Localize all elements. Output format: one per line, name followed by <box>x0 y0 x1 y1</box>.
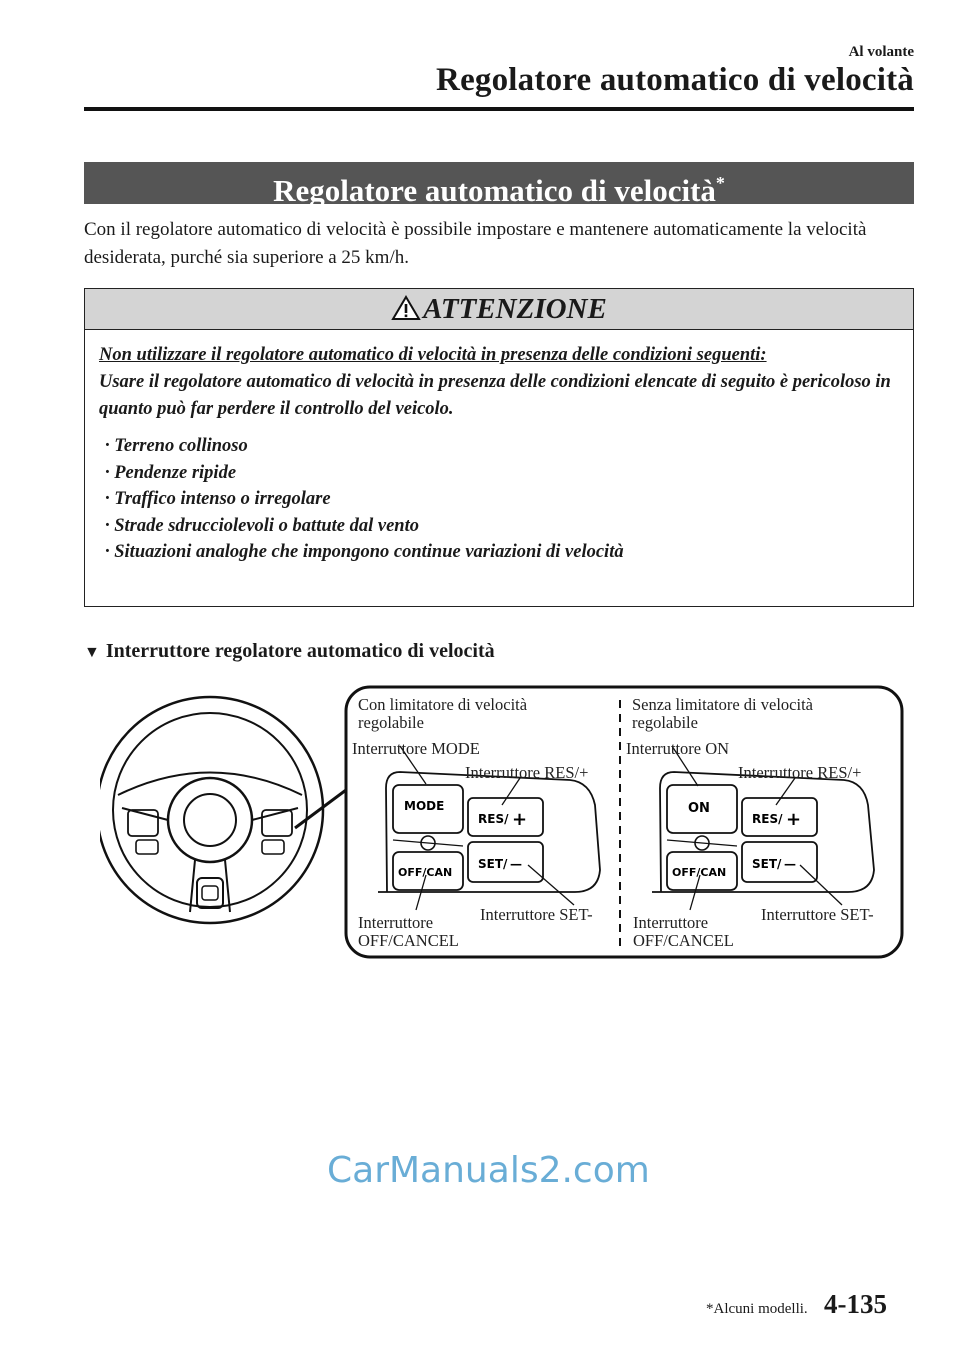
steering-wheel-icon <box>100 697 323 923</box>
mode-switch-label: Interruttore MODE <box>352 739 480 758</box>
chapter-label: Al volante <box>848 44 914 60</box>
right-set-label: Interruttore SET- <box>761 905 874 924</box>
btn-mode-text: MODE <box>404 799 445 813</box>
section-title: Regolatore automatico di velocità <box>273 173 716 208</box>
btn-set-text: SET/ <box>752 857 782 871</box>
warning-header <box>85 289 913 330</box>
on-switch-label: Interruttore ON <box>626 739 730 758</box>
running-header-title: Regolatore automatico di velocità <box>436 62 914 98</box>
switch-figure <box>100 680 908 965</box>
warning-list-item: · Pendenze ripide <box>105 460 899 487</box>
left-caption <box>358 696 527 732</box>
right-off-line1: Interruttore <box>633 913 709 932</box>
subsection-title: Interruttore regolatore automatico di velocità <box>105 640 495 662</box>
page-number: 4-135 <box>824 1289 887 1319</box>
warning-list-item: · Situazioni analoghe che impongono continue variazioni di velocità <box>105 539 899 566</box>
minus-icon: — <box>510 857 522 871</box>
left-res-label: Interruttore RES/+ <box>465 763 589 782</box>
warning-title: ATTENZIONE <box>423 293 607 325</box>
left-caption-line2: regolabile <box>358 713 424 732</box>
warning-list <box>99 433 899 566</box>
subsection-heading <box>84 640 495 663</box>
btn-set-text: SET/ <box>478 857 508 871</box>
btn-offcan-text: OFF/CAN <box>398 866 453 879</box>
right-caption-line1: Senza limitatore di velocità <box>632 695 813 714</box>
footnote: *Alcuni modelli. <box>706 1301 808 1317</box>
warning-heading: Non utilizzare il regolatore automatico di velocità in presenza delle condizioni seguenti: <box>99 345 767 365</box>
warning-text: Usare il regolatore automatico di velocità in presenza delle condizioni elencate di seguito è pericoloso in quanto può far perdere il controllo del veicolo. <box>99 372 891 419</box>
btn-offcan-text: OFF/CAN <box>672 866 727 879</box>
warning-list-item: · Strade sdrucciolevoli o battute dal vento <box>105 513 899 540</box>
header-rule <box>84 107 914 111</box>
btn-res-text: RES/ <box>478 812 509 826</box>
left-offcancel-label <box>358 914 459 950</box>
intro-paragraph: Con il regolatore automatico di velocità è possibile impostare e mantenere automaticamente la velocità desiderata, purché sia superiore a 25 km/h. <box>84 219 867 268</box>
warning-list-item: · Terreno collinoso <box>105 433 899 460</box>
warning-box <box>84 288 914 607</box>
section-asterisk: * <box>715 173 725 193</box>
left-off-line1: Interruttore <box>358 913 434 932</box>
warning-list-item: · Traffico intenso o irregolare <box>105 486 899 513</box>
right-res-label: Interruttore RES/+ <box>738 763 862 782</box>
btn-res-text: RES/ <box>752 812 783 826</box>
warning-body <box>85 330 913 566</box>
left-caption-line1: Con limitatore di velocità <box>358 695 528 714</box>
right-caption-line2: regolabile <box>632 713 698 732</box>
right-caption <box>632 696 813 732</box>
plus-icon: + <box>512 809 528 830</box>
left-off-line2: OFF/CANCEL <box>358 931 459 950</box>
watermark-link[interactable]: CarManuals2.com <box>327 1150 650 1191</box>
warning-triangle-icon <box>391 292 421 332</box>
plus-icon: + <box>786 809 802 830</box>
minus-icon: — <box>784 857 796 871</box>
btn-on-text: ON <box>688 801 710 816</box>
right-offcancel-label <box>633 914 734 950</box>
triangle-down-icon: ▼ <box>84 644 100 661</box>
right-off-line2: OFF/CANCEL <box>633 931 734 950</box>
left-set-label: Interruttore SET- <box>480 905 593 924</box>
section-title-bar <box>84 162 914 208</box>
